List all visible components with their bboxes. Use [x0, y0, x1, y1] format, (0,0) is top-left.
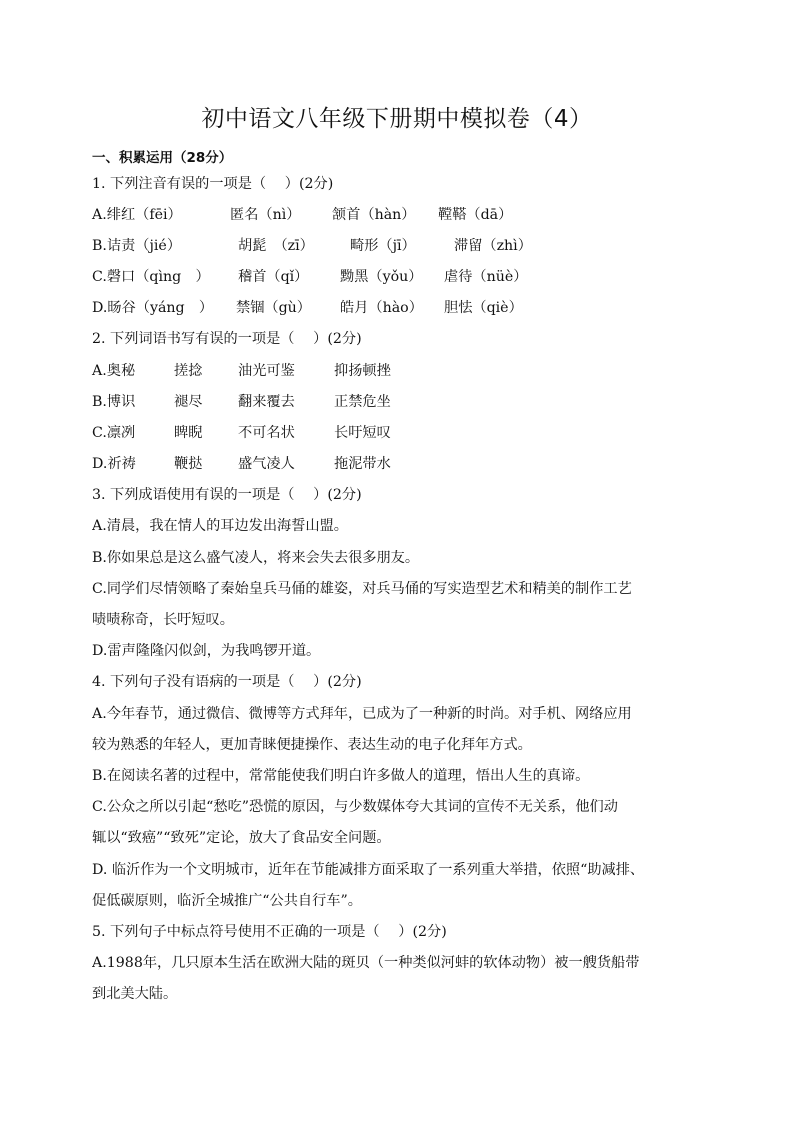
- q1-c-word-1: C.磬口（qìng ）: [92, 269, 210, 285]
- q1-a-word-4: 鞺鞳（dā）: [438, 207, 513, 223]
- q1-c-word-4: 虐待（nüè）: [444, 269, 528, 285]
- q4-option-d: D. 临沂作为一个文明城市，近年在节能减排方面采取了一系列重大举措，依照“助减排、: [92, 862, 645, 878]
- q2-a-word-3: 油光可鉴: [238, 363, 295, 379]
- q1-d-word-2: 禁锢（gù）: [236, 300, 311, 316]
- q1-b-word-2: 胡髭 （zī）: [238, 238, 314, 254]
- question-5: 5. 下列句子中标点符号使用不正确的一项是（ ）(2分): [92, 924, 447, 940]
- q1-d-word-1: D.旸谷（yáng ）: [92, 300, 214, 316]
- q4-option-a: A.今年春节，通过微信、微博等方式拜年，已成为了一种新的时尚。对手机、网络应用: [92, 706, 632, 722]
- q3-option-a: A.清晨，我在情人的耳边发出海誓山盟。: [92, 518, 348, 534]
- q2-d-word-3: 盛气凌人: [238, 456, 295, 472]
- question-4: 4. 下列句子没有语病的一项是（ ）(2分): [92, 674, 362, 690]
- q1-b-word-4: 滞留（zhì）: [454, 238, 532, 254]
- q1-a-word-3: 颔首（hàn）: [332, 207, 416, 223]
- q4-option-a-cont: 较为熟悉的年轻人，更加青睐便捷操作、表达生动的电子化拜年方式。: [92, 737, 532, 753]
- q3-option-d: D.雷声隆隆闪似剑，为我鸣锣开道。: [92, 643, 321, 659]
- question-1: 1. 下列注音有误的一项是（ ）(2分): [92, 176, 334, 192]
- q1-a-word-2: 匿名（nì）: [230, 207, 301, 223]
- q5-option-a-cont: 到北美大陆。: [92, 986, 178, 1002]
- q4-option-c-cont: 辄以“致癌”“致死”定论，放大了食品安全问题。: [92, 830, 391, 846]
- q1-c-word-3: 黝黑（yǒu）: [340, 269, 423, 285]
- q2-a-word-4: 抑扬顿挫: [334, 363, 391, 379]
- page-title: 初中语文八年级下册期中模拟卷（4）: [201, 106, 593, 132]
- q2-c-word-4: 长吁短叹: [334, 425, 391, 441]
- q2-b-word-3: 翻来覆去: [238, 394, 295, 410]
- q2-b-word-2: 褪尽: [174, 394, 203, 410]
- q2-d-word-1: D.祈祷: [92, 456, 136, 472]
- q2-c-word-1: C.凛冽: [92, 425, 136, 441]
- q2-a-word-2: 搓捻: [174, 363, 203, 379]
- q1-b-word-1: B.诘责（jié）: [92, 238, 182, 254]
- q2-b-word-4: 正禁危坐: [334, 394, 391, 410]
- q2-b-word-1: B.博识: [92, 394, 136, 410]
- question-2: 2. 下列词语书写有误的一项是（ ）(2分): [92, 331, 362, 347]
- q1-c-word-2: 稽首（qǐ）: [238, 269, 309, 285]
- q3-option-c: C.同学们尽情领略了秦始皇兵马俑的雄姿，对兵马俑的写实造型艺术和精美的制作工艺: [92, 581, 632, 597]
- q1-d-word-3: 皓月（hào）: [340, 300, 423, 316]
- q4-option-d-cont: 促低碳原则，临沂全城推广“公共自行车”。: [92, 893, 362, 909]
- q1-d-word-4: 胆怯（qiè）: [444, 300, 523, 316]
- q2-d-word-2: 鞭挞: [174, 456, 203, 472]
- q3-option-c-cont: 啧啧称奇，长吁短叹。: [92, 612, 234, 628]
- q5-option-a: A.1988年，几只原本生活在欧洲大陆的斑贝（一种类似河蚌的软体动物）被一艘货船带: [92, 955, 640, 971]
- q2-d-word-4: 拖泥带水: [334, 456, 391, 472]
- q1-a-word-1: A.绯红（fēi）: [92, 207, 182, 223]
- q2-a-word-1: A.奥秘: [92, 363, 136, 379]
- q2-c-word-2: 睥睨: [174, 425, 203, 441]
- q4-option-c: C.公众之所以引起“愁吃”恐慌的原因，与少数媒体夸大其词的宣传不无关系，他们动: [92, 799, 618, 815]
- q2-c-word-3: 不可名状: [238, 425, 295, 441]
- section-heading: 一、积累运用（28分）: [92, 150, 233, 166]
- question-3: 3. 下列成语使用有误的一项是（ ）(2分): [92, 487, 362, 503]
- q4-option-b: B.在阅读名著的过程中，常常能使我们明白许多做人的道理，悟出人生的真谛。: [92, 768, 590, 784]
- q3-option-b: B.你如果总是这么盛气凌人，将来会失去很多朋友。: [92, 550, 420, 566]
- q1-b-word-3: 畸形（jī）: [350, 238, 416, 254]
